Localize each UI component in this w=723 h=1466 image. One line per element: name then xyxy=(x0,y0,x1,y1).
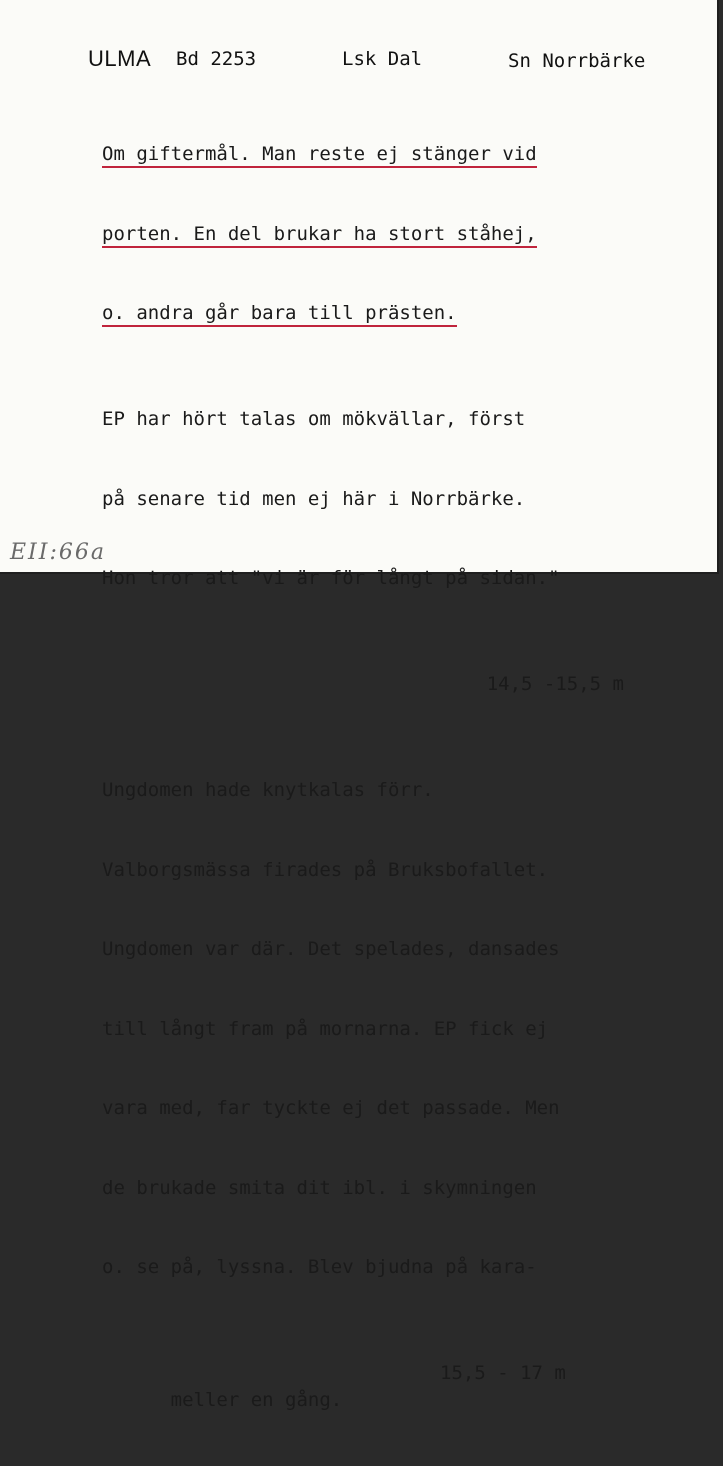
shelfmark: EII:66a xyxy=(10,540,106,565)
card-text xyxy=(102,88,682,1440)
province-field: Lsk Dal xyxy=(342,48,423,70)
page-reference: 14,5 -15,5 m xyxy=(486,673,624,695)
text-line: EP har hört talas om mökvällar, först xyxy=(102,408,526,430)
page-reference: 15,5 - 17 m xyxy=(440,1362,566,1384)
text-line xyxy=(102,141,682,168)
underlined-text: porten. En del brukar ha stort ståhej, xyxy=(102,223,537,248)
text-line: Hon tror att "vi är för långt på sidan." xyxy=(102,567,560,589)
underlined-text: o. andra går bara till prästen. xyxy=(102,302,457,327)
text-line: o. se på, lyssna. Blev bjudna på kara- xyxy=(102,1256,537,1278)
reference-number: Bd 2253 xyxy=(176,48,257,70)
text-line-last xyxy=(102,1360,682,1411)
text-line: på senare tid men ej här i Norrbärke. xyxy=(102,487,526,510)
archive-name: ULMA xyxy=(88,46,152,71)
text-line: Valborgsmässa firades på Bruksbofallet. xyxy=(102,858,549,881)
text-line xyxy=(102,300,682,327)
parish-field: Sn Norrbärke xyxy=(508,50,646,72)
underlined-text: Om giftermål. Man reste ej stänger vid xyxy=(102,143,537,168)
text-line: Ungdomen var där. Det spelades, dansades xyxy=(102,938,560,960)
text-line: Ungdomen hade knytkalas förr. xyxy=(102,779,434,801)
card-header xyxy=(88,46,669,76)
text-line: de brukade smita dit ibl. i skymningen xyxy=(102,1176,537,1199)
text-line: vara med, far tyckte ej det passade. Men xyxy=(102,1097,560,1119)
text-line: meller en gång. xyxy=(170,1388,343,1411)
text-line: till långt fram på mornarna. EP fick ej xyxy=(102,1017,549,1040)
text-line xyxy=(102,221,682,248)
